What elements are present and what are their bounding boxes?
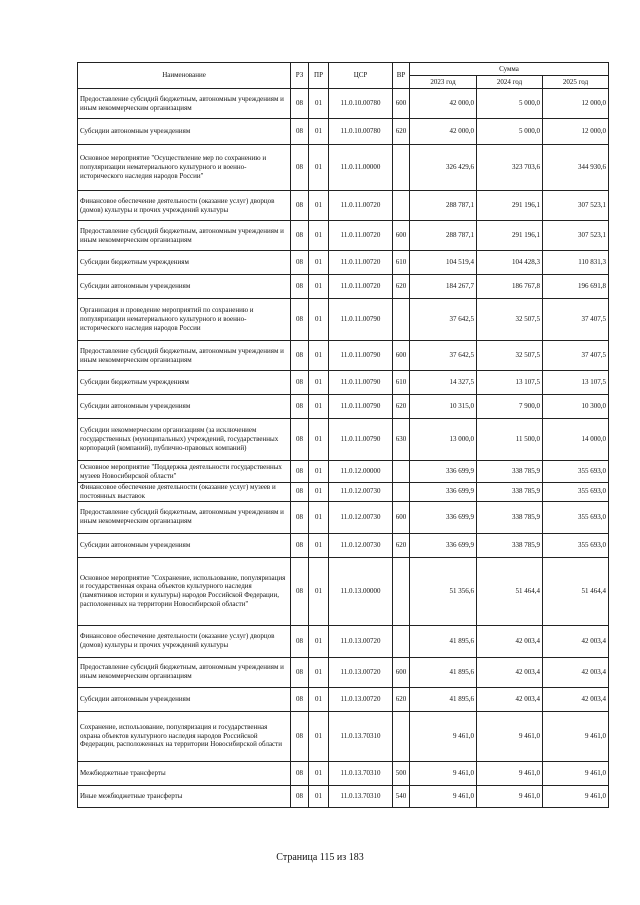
table-row — [78, 299, 609, 341]
cell-csr: 11.0.10.00780 — [329, 89, 393, 119]
cell-name: Организация и проведение мероприятий по сохранению и популяризации нематериального культурного и военно-исторического наследия народов России — [78, 299, 291, 341]
cell-rz: 08 — [291, 395, 309, 419]
cell-vr: 540 — [393, 785, 410, 807]
header-rz: РЗ — [291, 63, 309, 89]
cell-2024: 42 003,4 — [477, 687, 543, 711]
cell-csr: 11.0.12.00000 — [329, 461, 393, 483]
cell-vr: 620 — [393, 687, 410, 711]
cell-2023: 336 699,9 — [410, 501, 477, 533]
cell-2025: 42 003,4 — [543, 687, 609, 711]
cell-csr: 11.0.11.00720 — [329, 191, 393, 221]
cell-name: Субсидии автономным учреждениям — [78, 533, 291, 557]
cell-csr: 11.0.13.70310 — [329, 785, 393, 807]
cell-csr: 11.0.12.00730 — [329, 533, 393, 557]
cell-2023: 336 699,9 — [410, 461, 477, 483]
cell-name: Основное мероприятие "Поддержка деятельности государственных музеев Новосибирской области" — [78, 461, 291, 483]
table-row — [78, 785, 609, 807]
cell-2024: 51 464,4 — [477, 557, 543, 625]
cell-2024: 323 703,6 — [477, 145, 543, 191]
cell-2023: 184 267,7 — [410, 275, 477, 299]
cell-2024: 11 500,0 — [477, 419, 543, 461]
table-row — [78, 89, 609, 119]
cell-2023: 14 327,5 — [410, 371, 477, 395]
header-csr: ЦСР — [329, 63, 393, 89]
cell-pr: 01 — [309, 251, 329, 275]
cell-2024: 9 461,0 — [477, 785, 543, 807]
cell-2024: 32 507,5 — [477, 299, 543, 341]
cell-2023: 10 315,0 — [410, 395, 477, 419]
header-2024: 2024 год — [477, 76, 543, 89]
cell-2025: 196 691,8 — [543, 275, 609, 299]
table-row — [78, 483, 609, 502]
cell-pr: 01 — [309, 341, 329, 371]
cell-rz: 08 — [291, 533, 309, 557]
cell-2025: 110 831,3 — [543, 251, 609, 275]
cell-vr — [393, 191, 410, 221]
cell-rz: 08 — [291, 145, 309, 191]
cell-2023: 37 642,5 — [410, 299, 477, 341]
cell-2025: 10 300,0 — [543, 395, 609, 419]
cell-name: Субсидии автономным учреждениям — [78, 687, 291, 711]
table-header — [78, 63, 609, 89]
table-row — [78, 341, 609, 371]
cell-name: Субсидии автономным учреждениям — [78, 119, 291, 145]
cell-csr: 11.0.11.00720 — [329, 275, 393, 299]
cell-2024: 338 785,9 — [477, 461, 543, 483]
cell-2024: 5 000,0 — [477, 89, 543, 119]
cell-pr: 01 — [309, 785, 329, 807]
cell-pr: 01 — [309, 761, 329, 785]
cell-pr: 01 — [309, 557, 329, 625]
cell-2024: 42 003,4 — [477, 625, 543, 657]
header-sum: Сумма — [410, 63, 609, 76]
cell-csr: 11.0.13.00720 — [329, 657, 393, 687]
cell-2023: 9 461,0 — [410, 785, 477, 807]
table-row — [78, 657, 609, 687]
cell-name: Предоставление субсидий бюджетным, автономным учреждениям и иным некоммерческим организациям — [78, 657, 291, 687]
cell-pr: 01 — [309, 89, 329, 119]
cell-2024: 7 900,0 — [477, 395, 543, 419]
cell-rz: 08 — [291, 275, 309, 299]
table-row — [78, 145, 609, 191]
cell-2023: 42 000,0 — [410, 119, 477, 145]
cell-2025: 344 930,6 — [543, 145, 609, 191]
table-row — [78, 419, 609, 461]
cell-csr: 11.0.11.00790 — [329, 395, 393, 419]
cell-rz: 08 — [291, 371, 309, 395]
cell-2025: 9 461,0 — [543, 761, 609, 785]
cell-2025: 51 464,4 — [543, 557, 609, 625]
cell-2023: 37 642,5 — [410, 341, 477, 371]
cell-vr: 610 — [393, 371, 410, 395]
cell-pr: 01 — [309, 299, 329, 341]
table-row — [78, 461, 609, 483]
cell-2024: 186 767,8 — [477, 275, 543, 299]
cell-vr — [393, 145, 410, 191]
cell-pr: 01 — [309, 461, 329, 483]
cell-rz: 08 — [291, 711, 309, 761]
cell-2024: 5 000,0 — [477, 119, 543, 145]
cell-vr — [393, 625, 410, 657]
table-row — [78, 371, 609, 395]
cell-2024: 338 785,9 — [477, 501, 543, 533]
cell-name: Межбюджетные трансферты — [78, 761, 291, 785]
cell-pr: 01 — [309, 711, 329, 761]
table-row — [78, 275, 609, 299]
cell-rz: 08 — [291, 785, 309, 807]
cell-2025: 9 461,0 — [543, 785, 609, 807]
cell-csr: 11.0.13.70310 — [329, 761, 393, 785]
cell-2024: 338 785,9 — [477, 483, 543, 502]
cell-name: Предоставление субсидий бюджетным, автономным учреждениям и иным некоммерческим организациям — [78, 221, 291, 251]
cell-rz: 08 — [291, 557, 309, 625]
cell-2025: 355 693,0 — [543, 501, 609, 533]
table-row — [78, 711, 609, 761]
cell-rz: 08 — [291, 299, 309, 341]
cell-rz: 08 — [291, 761, 309, 785]
cell-rz: 08 — [291, 419, 309, 461]
cell-rz: 08 — [291, 341, 309, 371]
cell-rz: 08 — [291, 625, 309, 657]
cell-2024: 338 785,9 — [477, 533, 543, 557]
cell-2023: 104 519,4 — [410, 251, 477, 275]
cell-2024: 32 507,5 — [477, 341, 543, 371]
cell-vr: 630 — [393, 419, 410, 461]
cell-2025: 12 000,0 — [543, 119, 609, 145]
cell-2025: 37 407,5 — [543, 299, 609, 341]
cell-name: Субсидии некоммерческим организациям (за исключением государственных (муниципальных) учреждений, государственных корпораций (компаний), публично-правовых компаний) — [78, 419, 291, 461]
header-2025: 2025 год — [543, 76, 609, 89]
cell-2025: 355 693,0 — [543, 483, 609, 502]
cell-pr: 01 — [309, 483, 329, 502]
cell-vr: 600 — [393, 657, 410, 687]
cell-rz: 08 — [291, 119, 309, 145]
cell-name: Сохранение, использование, популяризация и государственная охрана объектов культурного наследия народов Российской Федерации, расположенных на территории Новосибирской области — [78, 711, 291, 761]
cell-pr: 01 — [309, 221, 329, 251]
cell-rz: 08 — [291, 461, 309, 483]
cell-2025: 355 693,0 — [543, 533, 609, 557]
cell-rz: 08 — [291, 221, 309, 251]
page-number: Страница 115 из 183 — [276, 852, 364, 863]
cell-vr: 500 — [393, 761, 410, 785]
cell-2023: 326 429,6 — [410, 145, 477, 191]
cell-vr — [393, 483, 410, 502]
cell-csr: 11.0.11.00790 — [329, 299, 393, 341]
cell-vr: 600 — [393, 89, 410, 119]
cell-pr: 01 — [309, 533, 329, 557]
cell-2024: 9 461,0 — [477, 711, 543, 761]
cell-pr: 01 — [309, 687, 329, 711]
cell-vr — [393, 557, 410, 625]
header-pr: ПР — [309, 63, 329, 89]
cell-name: Предоставление субсидий бюджетным, автономным учреждениям и иным некоммерческим организациям — [78, 501, 291, 533]
cell-2025: 355 693,0 — [543, 461, 609, 483]
cell-2025: 14 000,0 — [543, 419, 609, 461]
cell-2024: 291 196,1 — [477, 221, 543, 251]
cell-csr: 11.0.10.00780 — [329, 119, 393, 145]
table-row — [78, 533, 609, 557]
cell-2023: 41 895,6 — [410, 657, 477, 687]
cell-name: Финансовое обеспечение деятельности (оказание услуг) дворцов (домов) культуры и прочих учреждений культуры — [78, 191, 291, 221]
cell-csr: 11.0.11.00000 — [329, 145, 393, 191]
cell-2023: 9 461,0 — [410, 761, 477, 785]
table-row — [78, 119, 609, 145]
cell-2023: 51 356,6 — [410, 557, 477, 625]
cell-pr: 01 — [309, 145, 329, 191]
cell-vr — [393, 711, 410, 761]
cell-2025: 42 003,4 — [543, 657, 609, 687]
cell-rz: 08 — [291, 89, 309, 119]
cell-2024: 42 003,4 — [477, 657, 543, 687]
cell-2024: 104 428,3 — [477, 251, 543, 275]
cell-name: Финансовое обеспечение деятельности (оказание услуг) дворцов (домов) культуры и прочих учреждений культуры — [78, 625, 291, 657]
cell-vr: 600 — [393, 341, 410, 371]
cell-name: Предоставление субсидий бюджетным, автономным учреждениям и иным некоммерческим организациям — [78, 341, 291, 371]
cell-2023: 336 699,9 — [410, 483, 477, 502]
cell-2024: 13 107,5 — [477, 371, 543, 395]
table-row — [78, 557, 609, 625]
table-row — [78, 395, 609, 419]
cell-pr: 01 — [309, 501, 329, 533]
cell-2023: 41 895,6 — [410, 687, 477, 711]
cell-2023: 41 895,6 — [410, 625, 477, 657]
header-2023: 2023 год — [410, 76, 477, 89]
cell-pr: 01 — [309, 419, 329, 461]
cell-2023: 13 000,0 — [410, 419, 477, 461]
cell-2023: 42 000,0 — [410, 89, 477, 119]
cell-vr: 620 — [393, 395, 410, 419]
cell-2025: 307 523,1 — [543, 191, 609, 221]
cell-csr: 11.0.12.00730 — [329, 483, 393, 502]
cell-csr: 11.0.13.00720 — [329, 687, 393, 711]
cell-vr: 600 — [393, 221, 410, 251]
cell-vr: 600 — [393, 501, 410, 533]
cell-name: Субсидии автономным учреждениям — [78, 395, 291, 419]
table-row — [78, 221, 609, 251]
cell-2025: 12 000,0 — [543, 89, 609, 119]
cell-2025: 307 523,1 — [543, 221, 609, 251]
table-body — [78, 89, 609, 808]
cell-2023: 288 787,1 — [410, 221, 477, 251]
cell-rz: 08 — [291, 657, 309, 687]
cell-rz: 08 — [291, 191, 309, 221]
cell-rz: 08 — [291, 251, 309, 275]
table-row — [78, 251, 609, 275]
cell-2025: 13 107,5 — [543, 371, 609, 395]
table-row — [78, 191, 609, 221]
cell-name: Иные межбюджетные трансферты — [78, 785, 291, 807]
cell-pr: 01 — [309, 275, 329, 299]
cell-name: Субсидии автономным учреждениям — [78, 275, 291, 299]
cell-csr: 11.0.11.00790 — [329, 371, 393, 395]
cell-csr: 11.0.13.70310 — [329, 711, 393, 761]
cell-vr: 620 — [393, 275, 410, 299]
cell-csr: 11.0.11.00720 — [329, 221, 393, 251]
header-name: Наименование — [78, 63, 291, 89]
budget-table — [77, 62, 609, 808]
cell-rz: 08 — [291, 501, 309, 533]
cell-name: Субсидии бюджетным учреждениям — [78, 251, 291, 275]
cell-2023: 9 461,0 — [410, 711, 477, 761]
cell-vr: 620 — [393, 119, 410, 145]
cell-csr: 11.0.11.00790 — [329, 341, 393, 371]
cell-name: Финансовое обеспечение деятельности (оказание услуг) музеев и постоянных выставок — [78, 483, 291, 502]
cell-vr: 610 — [393, 251, 410, 275]
table-row — [78, 687, 609, 711]
cell-2023: 336 699,9 — [410, 533, 477, 557]
cell-pr: 01 — [309, 119, 329, 145]
cell-pr: 01 — [309, 395, 329, 419]
cell-2024: 291 196,1 — [477, 191, 543, 221]
cell-pr: 01 — [309, 657, 329, 687]
table-row — [78, 625, 609, 657]
cell-pr: 01 — [309, 625, 329, 657]
table-row — [78, 761, 609, 785]
cell-name: Основное мероприятие "Сохранение, использование, популяризация и государственная охрана объектов культурного наследия (памятников истории и культуры) народов Российской Федерации, расположенных на территории Новосибирской области" — [78, 557, 291, 625]
cell-2024: 9 461,0 — [477, 761, 543, 785]
cell-2025: 37 407,5 — [543, 341, 609, 371]
table-row — [78, 501, 609, 533]
cell-csr: 11.0.11.00790 — [329, 419, 393, 461]
cell-csr: 11.0.13.00000 — [329, 557, 393, 625]
cell-rz: 08 — [291, 687, 309, 711]
cell-vr — [393, 299, 410, 341]
cell-rz: 08 — [291, 483, 309, 502]
cell-name: Основное мероприятие "Осуществление мер по сохранению и популяризации нематериального культурного и военно-исторического наследия народов России" — [78, 145, 291, 191]
cell-2023: 288 787,1 — [410, 191, 477, 221]
cell-csr: 11.0.11.00720 — [329, 251, 393, 275]
cell-pr: 01 — [309, 191, 329, 221]
cell-csr: 11.0.12.00730 — [329, 501, 393, 533]
header-vr: ВР — [393, 63, 410, 89]
cell-name: Субсидии бюджетным учреждениям — [78, 371, 291, 395]
cell-name: Предоставление субсидий бюджетным, автономным учреждениям и иным некоммерческим организациям — [78, 89, 291, 119]
cell-2025: 9 461,0 — [543, 711, 609, 761]
cell-vr: 620 — [393, 533, 410, 557]
cell-csr: 11.0.13.00720 — [329, 625, 393, 657]
cell-2025: 42 003,4 — [543, 625, 609, 657]
cell-pr: 01 — [309, 371, 329, 395]
cell-vr — [393, 461, 410, 483]
